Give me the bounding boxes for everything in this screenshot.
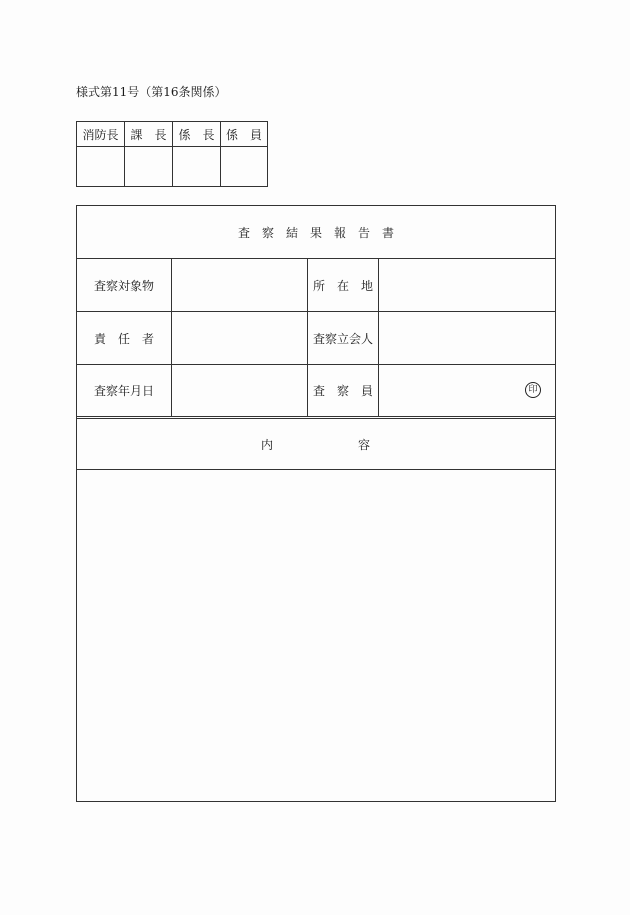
approval-header-section-manager: 課 長: [130, 127, 167, 142]
content-area: [77, 470, 555, 801]
report-title: 査 察 結 果 報 告 書: [237, 225, 394, 240]
approval-stamp-box-chief: [77, 147, 124, 186]
approval-stamp-box-staff: [221, 147, 267, 186]
content-header-left: 内: [260, 437, 273, 452]
field-location: [379, 259, 555, 311]
label-inspection-witness: 査察立会人: [312, 331, 373, 346]
form-number: 様式第11号（第16条関係）: [76, 85, 227, 99]
field-inspection-date: [172, 365, 307, 416]
approval-header-staff: 係 員: [225, 127, 262, 142]
label-inspector: 査 察 員: [312, 384, 373, 398]
label-responsible-person: 責 任 者: [93, 331, 154, 346]
content-header-right: 容: [357, 437, 370, 452]
approval-stamp-box-section-manager: [125, 147, 172, 186]
label-inspection-target: 査察対象物: [93, 278, 154, 293]
field-inspection-target: [172, 259, 307, 311]
approval-header-subsection-chief: 係 長: [178, 127, 215, 142]
label-inspection-date: 査察年月日: [93, 384, 154, 398]
approval-header-chief: 消防長: [82, 127, 119, 142]
label-location: 所 在 地: [312, 278, 373, 293]
seal-mark: 印: [525, 382, 541, 398]
field-inspection-witness: [379, 312, 555, 364]
field-responsible-person: [172, 312, 307, 364]
approval-stamp-box-subsection-chief: [173, 147, 220, 186]
